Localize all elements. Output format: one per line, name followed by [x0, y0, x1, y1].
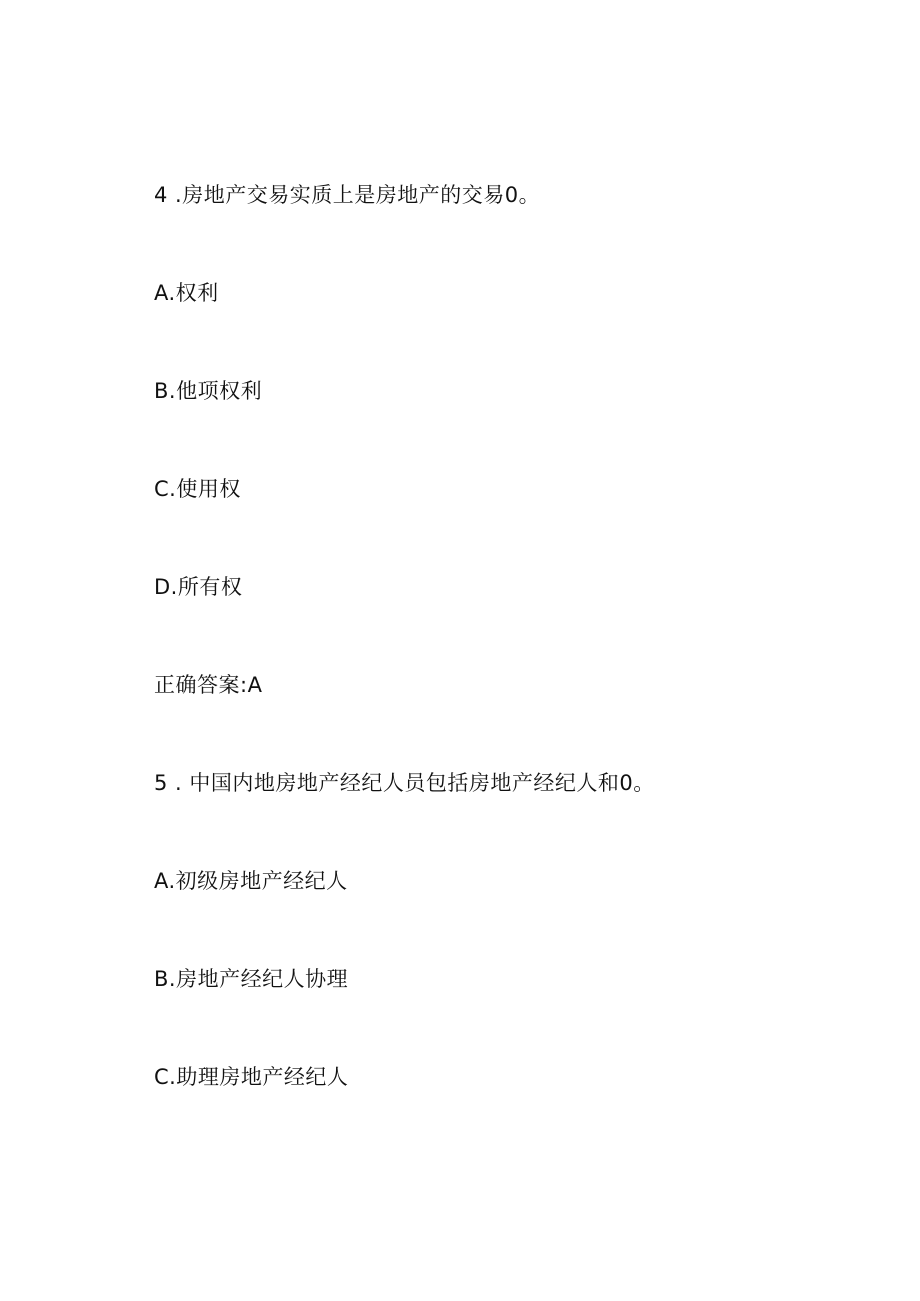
question-5-option-c: C.助理房地产经纪人 — [154, 1065, 349, 1089]
question-4-stem: 4 .房地产交易实质上是房地产的交易0。 — [154, 183, 541, 207]
question-5-option-b: B.房地产经纪人协理 — [154, 967, 349, 991]
question-5-stem: 5 . 中国内地房地产经纪人员包括房地产经纪人和0。 — [154, 771, 655, 795]
question-5-option-a: A.初级房地产经纪人 — [154, 869, 348, 893]
question-4-option-c: C.使用权 — [154, 477, 241, 501]
question-4-option-b: B.他项权利 — [154, 379, 263, 403]
question-4-option-a: A.权利 — [154, 281, 219, 305]
question-4-option-d: D.所有权 — [154, 575, 243, 599]
question-4-answer: 正确答案:A — [154, 673, 263, 697]
